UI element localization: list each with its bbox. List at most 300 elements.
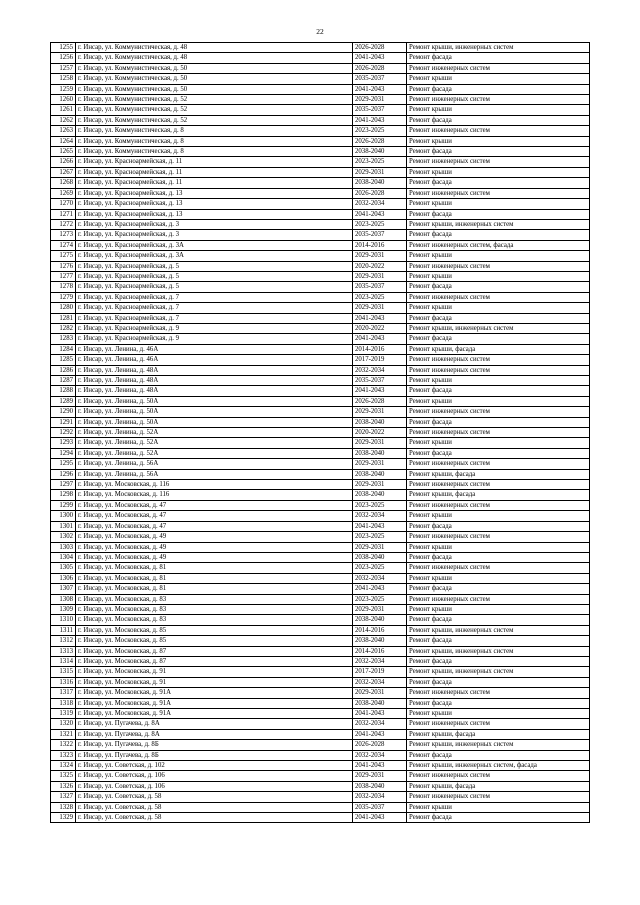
table-row [51, 511, 590, 521]
row-number-cell: 1291 [51, 417, 76, 427]
row-number-cell: 1276 [51, 261, 76, 271]
period-cell: 2017-2019 [353, 667, 407, 677]
table-row [51, 240, 590, 250]
address-cell: г. Инсар, ул. Советская, д. 58 [76, 792, 353, 802]
work-type-cell: Ремонт инженерных систем [407, 188, 590, 198]
address-cell: г. Инсар, ул. Коммунистическая, д. 48 [76, 53, 353, 63]
work-type-cell: Ремонт крыши [407, 199, 590, 209]
row-number-cell: 1285 [51, 355, 76, 365]
period-cell: 2014-2016 [353, 240, 407, 250]
period-cell: 2032-2034 [353, 573, 407, 583]
address-cell: г. Инсар, ул. Московская, д. 85 [76, 636, 353, 646]
address-cell: г. Инсар, ул. Коммунистическая, д. 8 [76, 136, 353, 146]
work-type-cell: Ремонт фасада [407, 698, 590, 708]
address-cell: г. Инсар, ул. Коммунистическая, д. 8 [76, 126, 353, 136]
work-type-cell: Ремонт фасада [407, 636, 590, 646]
work-type-cell: Ремонт инженерных систем [407, 563, 590, 573]
table-row [51, 781, 590, 791]
row-number-cell: 1307 [51, 584, 76, 594]
work-type-cell: Ремонт фасада [407, 552, 590, 562]
table-row [51, 303, 590, 313]
row-number-cell: 1286 [51, 365, 76, 375]
work-type-cell: Ремонт фасада [407, 334, 590, 344]
address-cell: г. Инсар, ул. Ленина, д. 50А [76, 396, 353, 406]
period-cell: 2029-2031 [353, 438, 407, 448]
period-cell: 2032-2034 [353, 677, 407, 687]
period-cell: 2041-2043 [353, 115, 407, 125]
work-type-cell: Ремонт крыши, инженерных систем [407, 667, 590, 677]
work-type-cell: Ремонт фасада [407, 448, 590, 458]
table-row [51, 199, 590, 209]
address-cell: г. Инсар, ул. Московская, д. 81 [76, 584, 353, 594]
row-number-cell: 1295 [51, 459, 76, 469]
period-cell: 2023-2025 [353, 500, 407, 510]
row-number-cell: 1304 [51, 552, 76, 562]
row-number-cell: 1287 [51, 376, 76, 386]
work-type-cell: Ремонт крыши, инженерных систем [407, 323, 590, 333]
row-number-cell: 1256 [51, 53, 76, 63]
table-row [51, 490, 590, 500]
row-number-cell: 1325 [51, 771, 76, 781]
row-number-cell: 1320 [51, 719, 76, 729]
table-row [51, 334, 590, 344]
address-cell: г. Инсар, ул. Красноармейская, д. 11 [76, 178, 353, 188]
address-cell: г. Инсар, ул. Красноармейская, д. 11 [76, 167, 353, 177]
period-cell: 2032-2034 [353, 750, 407, 760]
row-number-cell: 1317 [51, 688, 76, 698]
work-type-cell: Ремонт крыши [407, 438, 590, 448]
table-row [51, 500, 590, 510]
period-cell: 2032-2034 [353, 656, 407, 666]
address-cell: г. Инсар, ул. Ленина, д. 50А [76, 407, 353, 417]
address-cell: г. Инсар, ул. Московская, д. 49 [76, 532, 353, 542]
row-number-cell: 1301 [51, 521, 76, 531]
address-cell: г. Инсар, ул. Московская, д. 81 [76, 563, 353, 573]
address-cell: г. Инсар, ул. Красноармейская, д. 13 [76, 188, 353, 198]
address-cell: г. Инсар, ул. Пугачева, д. 8Б [76, 750, 353, 760]
row-number-cell: 1303 [51, 542, 76, 552]
address-cell: г. Инсар, ул. Московская, д. 91 [76, 677, 353, 687]
row-number-cell: 1281 [51, 313, 76, 323]
work-type-cell: Ремонт фасада [407, 386, 590, 396]
work-type-cell: Ремонт инженерных систем [407, 428, 590, 438]
period-cell: 2020-2022 [353, 261, 407, 271]
period-cell: 2026-2028 [353, 136, 407, 146]
period-cell: 2020-2022 [353, 323, 407, 333]
table-row [51, 344, 590, 354]
row-number-cell: 1270 [51, 199, 76, 209]
period-cell: 2041-2043 [353, 709, 407, 719]
period-cell: 2023-2025 [353, 594, 407, 604]
period-cell: 2041-2043 [353, 386, 407, 396]
row-number-cell: 1321 [51, 729, 76, 739]
address-cell: г. Инсар, ул. Московская, д. 83 [76, 615, 353, 625]
period-cell: 2014-2016 [353, 344, 407, 354]
work-type-cell: Ремонт крыши [407, 105, 590, 115]
period-cell: 2038-2040 [353, 469, 407, 479]
table-row [51, 667, 590, 677]
work-type-cell: Ремонт инженерных систем [407, 688, 590, 698]
table-row [51, 480, 590, 490]
period-cell: 2029-2031 [353, 480, 407, 490]
period-cell: 2029-2031 [353, 604, 407, 614]
period-cell: 2038-2040 [353, 552, 407, 562]
work-type-cell: Ремонт крыши, инженерных систем [407, 646, 590, 656]
work-type-cell: Ремонт крыши [407, 167, 590, 177]
address-cell: г. Инсар, ул. Московская, д. 116 [76, 480, 353, 490]
row-number-cell: 1308 [51, 594, 76, 604]
row-number-cell: 1323 [51, 750, 76, 760]
work-type-cell: Ремонт крыши, фасада [407, 469, 590, 479]
period-cell: 2023-2025 [353, 219, 407, 229]
table-row [51, 459, 590, 469]
work-type-cell: Ремонт крыши [407, 396, 590, 406]
row-number-cell: 1306 [51, 573, 76, 583]
address-cell: г. Инсар, ул. Красноармейская, д. 7 [76, 292, 353, 302]
row-number-cell: 1277 [51, 271, 76, 281]
row-number-cell: 1312 [51, 636, 76, 646]
period-cell: 2029-2031 [353, 542, 407, 552]
row-number-cell: 1296 [51, 469, 76, 479]
row-number-cell: 1324 [51, 761, 76, 771]
table-row [51, 552, 590, 562]
period-cell: 2014-2016 [353, 625, 407, 635]
table-row [51, 802, 590, 812]
period-cell: 2023-2025 [353, 126, 407, 136]
address-cell: г. Инсар, ул. Ленина, д. 52А [76, 438, 353, 448]
table-row [51, 563, 590, 573]
work-type-cell: Ремонт инженерных систем [407, 126, 590, 136]
period-cell: 2041-2043 [353, 521, 407, 531]
work-type-cell: Ремонт крыши, инженерных систем, фасада [407, 761, 590, 771]
table-row [51, 230, 590, 240]
table-row [51, 584, 590, 594]
address-cell: г. Инсар, ул. Красноармейская, д. 3 [76, 219, 353, 229]
work-type-cell: Ремонт крыши [407, 511, 590, 521]
table-row [51, 573, 590, 583]
work-type-cell: Ремонт инженерных систем [407, 480, 590, 490]
address-cell: г. Инсар, ул. Московская, д. 116 [76, 490, 353, 500]
work-type-cell: Ремонт крыши, фасада [407, 781, 590, 791]
row-number-cell: 1305 [51, 563, 76, 573]
address-cell: г. Инсар, ул. Московская, д. 47 [76, 521, 353, 531]
work-type-cell: Ремонт фасада [407, 53, 590, 63]
table-row [51, 84, 590, 94]
table-row [51, 209, 590, 219]
address-cell: г. Инсар, ул. Коммунистическая, д. 52 [76, 105, 353, 115]
row-number-cell: 1261 [51, 105, 76, 115]
table-row [51, 251, 590, 261]
row-number-cell: 1311 [51, 625, 76, 635]
work-type-cell: Ремонт инженерных систем [407, 500, 590, 510]
table-row [51, 188, 590, 198]
address-cell: г. Инсар, ул. Красноармейская, д. 7 [76, 313, 353, 323]
work-type-cell: Ремонт инженерных систем [407, 407, 590, 417]
table-row [51, 167, 590, 177]
work-type-cell: Ремонт фасада [407, 115, 590, 125]
period-cell: 2035-2037 [353, 282, 407, 292]
address-cell: г. Инсар, ул. Московская, д. 83 [76, 604, 353, 614]
period-cell: 2041-2043 [353, 84, 407, 94]
address-cell: г. Инсар, ул. Московская, д. 91А [76, 709, 353, 719]
address-cell: г. Инсар, ул. Ленина, д. 48А [76, 365, 353, 375]
row-number-cell: 1255 [51, 43, 76, 53]
period-cell: 2029-2031 [353, 95, 407, 105]
row-number-cell: 1258 [51, 74, 76, 84]
work-type-cell: Ремонт крыши, инженерных систем [407, 740, 590, 750]
address-cell: г. Инсар, ул. Коммунистическая, д. 50 [76, 63, 353, 73]
table-row [51, 542, 590, 552]
period-cell: 2041-2043 [353, 53, 407, 63]
address-cell: г. Инсар, ул. Московская, д. 87 [76, 656, 353, 666]
address-cell: г. Инсар, ул. Советская, д. 58 [76, 813, 353, 823]
table-row [51, 292, 590, 302]
period-cell: 2041-2043 [353, 334, 407, 344]
work-type-cell: Ремонт крыши, инженерных систем [407, 43, 590, 53]
work-type-cell: Ремонт крыши [407, 74, 590, 84]
period-cell: 2041-2043 [353, 813, 407, 823]
address-cell: г. Инсар, ул. Красноармейская, д. 7 [76, 303, 353, 313]
work-type-cell: Ремонт инженерных систем, фасада [407, 240, 590, 250]
address-cell: г. Инсар, ул. Коммунистическая, д. 52 [76, 95, 353, 105]
work-type-cell: Ремонт инженерных систем [407, 63, 590, 73]
work-type-cell: Ремонт инженерных систем [407, 719, 590, 729]
work-type-cell: Ремонт крыши [407, 802, 590, 812]
address-cell: г. Инсар, ул. Московская, д. 87 [76, 646, 353, 656]
row-number-cell: 1298 [51, 490, 76, 500]
table-row [51, 677, 590, 687]
row-number-cell: 1278 [51, 282, 76, 292]
row-number-cell: 1299 [51, 500, 76, 510]
address-cell: г. Инсар, ул. Московская, д. 49 [76, 542, 353, 552]
row-number-cell: 1260 [51, 95, 76, 105]
work-type-cell: Ремонт крыши [407, 709, 590, 719]
address-cell: г. Инсар, ул. Ленина, д. 48А [76, 386, 353, 396]
address-cell: г. Инсар, ул. Московская, д. 47 [76, 500, 353, 510]
table-row [51, 761, 590, 771]
table-row [51, 43, 590, 53]
work-type-cell: Ремонт фасада [407, 584, 590, 594]
row-number-cell: 1268 [51, 178, 76, 188]
row-number-cell: 1275 [51, 251, 76, 261]
table-row [51, 646, 590, 656]
work-type-cell: Ремонт инженерных систем [407, 292, 590, 302]
period-cell: 2023-2025 [353, 157, 407, 167]
table-row [51, 219, 590, 229]
row-number-cell: 1322 [51, 740, 76, 750]
work-type-cell: Ремонт инженерных систем [407, 365, 590, 375]
table-row [51, 323, 590, 333]
period-cell: 2029-2031 [353, 167, 407, 177]
repair-schedule-table [50, 42, 590, 823]
address-cell: г. Инсар, ул. Ленина, д. 50А [76, 417, 353, 427]
table-row [51, 376, 590, 386]
work-type-cell: Ремонт инженерных систем [407, 95, 590, 105]
row-number-cell: 1300 [51, 511, 76, 521]
row-number-cell: 1310 [51, 615, 76, 625]
work-type-cell: Ремонт фасада [407, 521, 590, 531]
row-number-cell: 1265 [51, 147, 76, 157]
row-number-cell: 1302 [51, 532, 76, 542]
work-type-cell: Ремонт фасада [407, 147, 590, 157]
address-cell: г. Инсар, ул. Ленина, д. 52А [76, 448, 353, 458]
address-cell: г. Инсар, ул. Московская, д. 85 [76, 625, 353, 635]
address-cell: г. Инсар, ул. Ленина, д. 48А [76, 376, 353, 386]
period-cell: 2026-2028 [353, 740, 407, 750]
work-type-cell: Ремонт крыши, фасада [407, 729, 590, 739]
period-cell: 2035-2037 [353, 74, 407, 84]
row-number-cell: 1326 [51, 781, 76, 791]
work-type-cell: Ремонт крыши [407, 376, 590, 386]
address-cell: г. Инсар, ул. Московская, д. 91А [76, 698, 353, 708]
address-cell: г. Инсар, ул. Пугачева, д. 8А [76, 719, 353, 729]
period-cell: 2038-2040 [353, 698, 407, 708]
table-body [51, 43, 590, 823]
table-row [51, 147, 590, 157]
address-cell: г. Инсар, ул. Ленина, д. 52А [76, 428, 353, 438]
row-number-cell: 1284 [51, 344, 76, 354]
work-type-cell: Ремонт инженерных систем [407, 355, 590, 365]
work-type-cell: Ремонт инженерных систем [407, 261, 590, 271]
table-row [51, 261, 590, 271]
work-type-cell: Ремонт крыши, фасада [407, 490, 590, 500]
table-row [51, 95, 590, 105]
table-row [51, 448, 590, 458]
row-number-cell: 1293 [51, 438, 76, 448]
period-cell: 2038-2040 [353, 417, 407, 427]
row-number-cell: 1266 [51, 157, 76, 167]
period-cell: 2032-2034 [353, 511, 407, 521]
table-row [51, 115, 590, 125]
work-type-cell: Ремонт крыши [407, 136, 590, 146]
period-cell: 2023-2025 [353, 532, 407, 542]
period-cell: 2023-2025 [353, 292, 407, 302]
row-number-cell: 1283 [51, 334, 76, 344]
period-cell: 2029-2031 [353, 251, 407, 261]
table-row [51, 53, 590, 63]
work-type-cell: Ремонт крыши [407, 303, 590, 313]
work-type-cell: Ремонт фасада [407, 84, 590, 94]
period-cell: 2035-2037 [353, 230, 407, 240]
row-number-cell: 1269 [51, 188, 76, 198]
table-row [51, 771, 590, 781]
address-cell: г. Инсар, ул. Красноармейская, д. 11 [76, 157, 353, 167]
period-cell: 2014-2016 [353, 646, 407, 656]
table-row [51, 709, 590, 719]
work-type-cell: Ремонт фасада [407, 750, 590, 760]
address-cell: г. Инсар, ул. Московская, д. 47 [76, 511, 353, 521]
work-type-cell: Ремонт фасада [407, 677, 590, 687]
work-type-cell: Ремонт крыши, фасада [407, 344, 590, 354]
row-number-cell: 1289 [51, 396, 76, 406]
row-number-cell: 1267 [51, 167, 76, 177]
table-row [51, 636, 590, 646]
period-cell: 2029-2031 [353, 688, 407, 698]
row-number-cell: 1314 [51, 656, 76, 666]
row-number-cell: 1282 [51, 323, 76, 333]
address-cell: г. Инсар, ул. Красноармейская, д. 5 [76, 261, 353, 271]
address-cell: г. Инсар, ул. Красноармейская, д. 5 [76, 282, 353, 292]
row-number-cell: 1279 [51, 292, 76, 302]
row-number-cell: 1264 [51, 136, 76, 146]
table-row [51, 271, 590, 281]
table-row [51, 136, 590, 146]
address-cell: г. Инсар, ул. Красноармейская, д. 3А [76, 240, 353, 250]
address-cell: г. Инсар, ул. Московская, д. 49 [76, 552, 353, 562]
address-cell: г. Инсар, ул. Советская, д. 102 [76, 761, 353, 771]
table-row [51, 282, 590, 292]
table-row [51, 729, 590, 739]
work-type-cell: Ремонт фасада [407, 813, 590, 823]
table-row [51, 105, 590, 115]
address-cell: г. Инсар, ул. Красноармейская, д. 13 [76, 199, 353, 209]
address-cell: г. Инсар, ул. Ленина, д. 56А [76, 469, 353, 479]
address-cell: г. Инсар, ул. Московская, д. 91 [76, 667, 353, 677]
address-cell: г. Инсар, ул. Коммунистическая, д. 50 [76, 74, 353, 84]
address-cell: г. Инсар, ул. Красноармейская, д. 9 [76, 323, 353, 333]
table-row [51, 438, 590, 448]
address-cell: г. Инсар, ул. Коммунистическая, д. 8 [76, 147, 353, 157]
period-cell: 2026-2028 [353, 63, 407, 73]
table-row [51, 428, 590, 438]
row-number-cell: 1263 [51, 126, 76, 136]
table-row [51, 750, 590, 760]
work-type-cell: Ремонт фасада [407, 282, 590, 292]
period-cell: 2041-2043 [353, 761, 407, 771]
table-row [51, 407, 590, 417]
work-type-cell: Ремонт крыши, инженерных систем [407, 219, 590, 229]
row-number-cell: 1292 [51, 428, 76, 438]
table-row [51, 157, 590, 167]
row-number-cell: 1257 [51, 63, 76, 73]
work-type-cell: Ремонт крыши [407, 542, 590, 552]
work-type-cell: Ремонт фасада [407, 417, 590, 427]
address-cell: г. Инсар, ул. Красноармейская, д. 5 [76, 271, 353, 281]
address-cell: г. Инсар, ул. Красноармейская, д. 3 [76, 230, 353, 240]
table-row [51, 355, 590, 365]
table-row [51, 532, 590, 542]
table-row [51, 74, 590, 84]
page-number: 22 [316, 27, 324, 36]
address-cell: г. Инсар, ул. Ленина, д. 56А [76, 459, 353, 469]
address-cell: г. Инсар, ул. Красноармейская, д. 9 [76, 334, 353, 344]
table-row [51, 521, 590, 531]
period-cell: 2029-2031 [353, 271, 407, 281]
row-number-cell: 1280 [51, 303, 76, 313]
address-cell: г. Инсар, ул. Красноармейская, д. 13 [76, 209, 353, 219]
period-cell: 2038-2040 [353, 781, 407, 791]
address-cell: г. Инсар, ул. Коммунистическая, д. 52 [76, 115, 353, 125]
period-cell: 2026-2028 [353, 188, 407, 198]
period-cell: 2026-2028 [353, 43, 407, 53]
table-row [51, 698, 590, 708]
table-row [51, 386, 590, 396]
table-row [51, 625, 590, 635]
address-cell: г. Инсар, ул. Ленина, д. 46А [76, 355, 353, 365]
work-type-cell: Ремонт фасада [407, 230, 590, 240]
period-cell: 2032-2034 [353, 792, 407, 802]
table-row [51, 469, 590, 479]
row-number-cell: 1319 [51, 709, 76, 719]
work-type-cell: Ремонт крыши [407, 271, 590, 281]
table-row [51, 813, 590, 823]
period-cell: 2038-2040 [353, 636, 407, 646]
period-cell: 2041-2043 [353, 584, 407, 594]
work-type-cell: Ремонт фасада [407, 615, 590, 625]
table-row [51, 656, 590, 666]
work-type-cell: Ремонт фасада [407, 656, 590, 666]
work-type-cell: Ремонт фасада [407, 209, 590, 219]
